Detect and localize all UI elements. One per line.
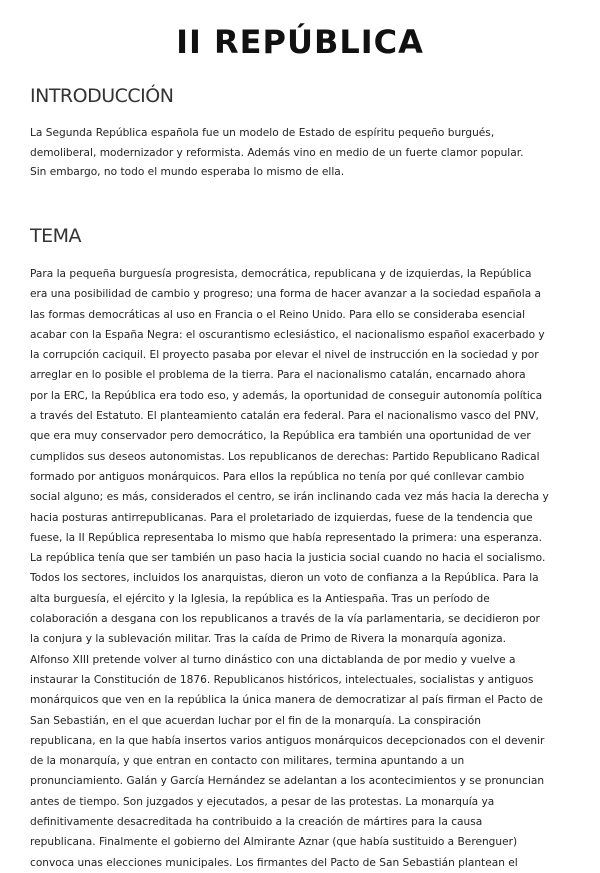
text-line: pronunciamiento. Galán y García Hernández se adelantan a los acontecimientos y se pronuncian bbox=[30, 775, 545, 788]
text-line: definitivamente desacreditada ha contribuido a la creación de mártires para la causa bbox=[30, 816, 483, 829]
text-line: las formas democráticas al uso en Francia o el Reino Unido. Para ello se consideraba esencial bbox=[30, 308, 526, 321]
text-line: Sin embargo, no todo el mundo esperaba lo mismo de ella. bbox=[30, 166, 345, 178]
text-line: hacia posturas antirrepublicanas. Para el proletariado de izquierdas, fuese de la tendencia que bbox=[30, 511, 533, 524]
tema-paragraph bbox=[30, 264, 575, 873]
text-line: La Segunda República española fue un modelo de Estado de espíritu pequeño burgués, bbox=[30, 127, 495, 139]
text-line: por la ERC, la República era todo eso, y además, la oportunidad de conseguir autonomía política bbox=[30, 389, 543, 402]
text-line: era una posibilidad de cambio y progreso; una forma de hacer avanzar a la sociedad española a bbox=[30, 288, 542, 301]
text-line: acabar con la España Negra: el oscurantismo eclesiástico, el nacionalismo español exacerbado y bbox=[30, 328, 545, 341]
text-line: instaurar la Constitución de 1876. Republicanos históricos, intelectuales, socialistas y antiguos bbox=[30, 673, 534, 686]
text-line: demoliberal, modernizador y reformista. Además vino en medio de un fuerte clamor popular. bbox=[30, 146, 524, 159]
text-line: social alguno; es más, considerados el centro, se irán inclinando cada vez más hacia la derecha y bbox=[30, 491, 549, 504]
text-line: republicana, en la que había insertos varios antiguos monárquicos decepcionados con el devenir bbox=[30, 734, 545, 747]
text-line: la corrupción caciquil. El proyecto pasaba por elevar el nivel de instrucción en la sociedad y por bbox=[30, 349, 539, 362]
text-line: Todos los sectores, incluidos los anarquistas, dieron un voto de confianza a la República. Para la bbox=[30, 572, 539, 585]
text-line: convoca unas elecciones municipales. Los firmantes del Pacto de San Sebastián plantean el bbox=[30, 856, 518, 869]
intro-paragraph bbox=[30, 124, 575, 183]
text-line: formado por antiguos monárquicos. Para ellos la república no tenía por qué conllevar cambio bbox=[30, 470, 525, 483]
text-line: la conjura y la sublevación militar. Tras la caída de Primo de Rivera la monarquía agoniza. bbox=[30, 633, 507, 646]
text-line: San Sebastián, en el que acuerdan luchar por el fin de la monarquía. La conspiración bbox=[30, 714, 481, 727]
text-line: Para la pequeña burguesía progresista, democrática, republicana y de izquierdas, la República bbox=[30, 268, 532, 280]
text-line: que era muy conservador pero democrático, la República era también una oportunidad de ver bbox=[30, 430, 531, 443]
text-line: republicana. Finalmente el gobierno del Almirante Aznar (que había sustituido a Berenguer) bbox=[30, 836, 518, 849]
text-line: fuese, la II República representaba lo mismo que había representado la primera: una esperanza. bbox=[30, 531, 543, 544]
section-heading-tema: TEMA bbox=[30, 225, 82, 247]
text-line: La república tenía que ser también un paso hacia la justicia social cuando no hacia el socialismo. bbox=[30, 552, 546, 565]
text-line: cumplidos sus deseos autonomistas. Los republicanos de derechas: Partido Republicano Radical bbox=[30, 450, 540, 463]
section-heading-introduccion: INTRODUCCIÓN bbox=[30, 85, 174, 107]
text-line: de la monarquía, y que entran en contacto con militares, termina apuntando a un bbox=[30, 755, 465, 768]
text-line: antes de tiempo. Son juzgados y ejecutados, a pesar de las protestas. La monarquía ya bbox=[30, 795, 495, 808]
text-line: alta burguesía, el ejército y la Iglesia, la república es la Antiespaña. Tras un período de bbox=[30, 592, 490, 605]
text-line: arreglar en lo posible el problema de la tierra. Para el nacionalismo catalán, encarnado ahora bbox=[30, 369, 526, 382]
text-line: a través del Estatuto. El planteamiento catalán era federal. Para el nacionalismo vasco del PNV, bbox=[30, 410, 539, 423]
page-title: II REPÚBLICA bbox=[176, 23, 424, 61]
text-line: monárquicos que ven en la república la única manera de democratizar al país firman el Pacto de bbox=[30, 694, 543, 707]
text-line: colaboración a desgana con los republicanos a través de la vía parlamentaria, se decidieron por bbox=[30, 613, 540, 626]
text-line: Alfonso XIII pretende volver al turno dinástico con una dictablanda de por medio y vuelve a bbox=[30, 653, 516, 666]
